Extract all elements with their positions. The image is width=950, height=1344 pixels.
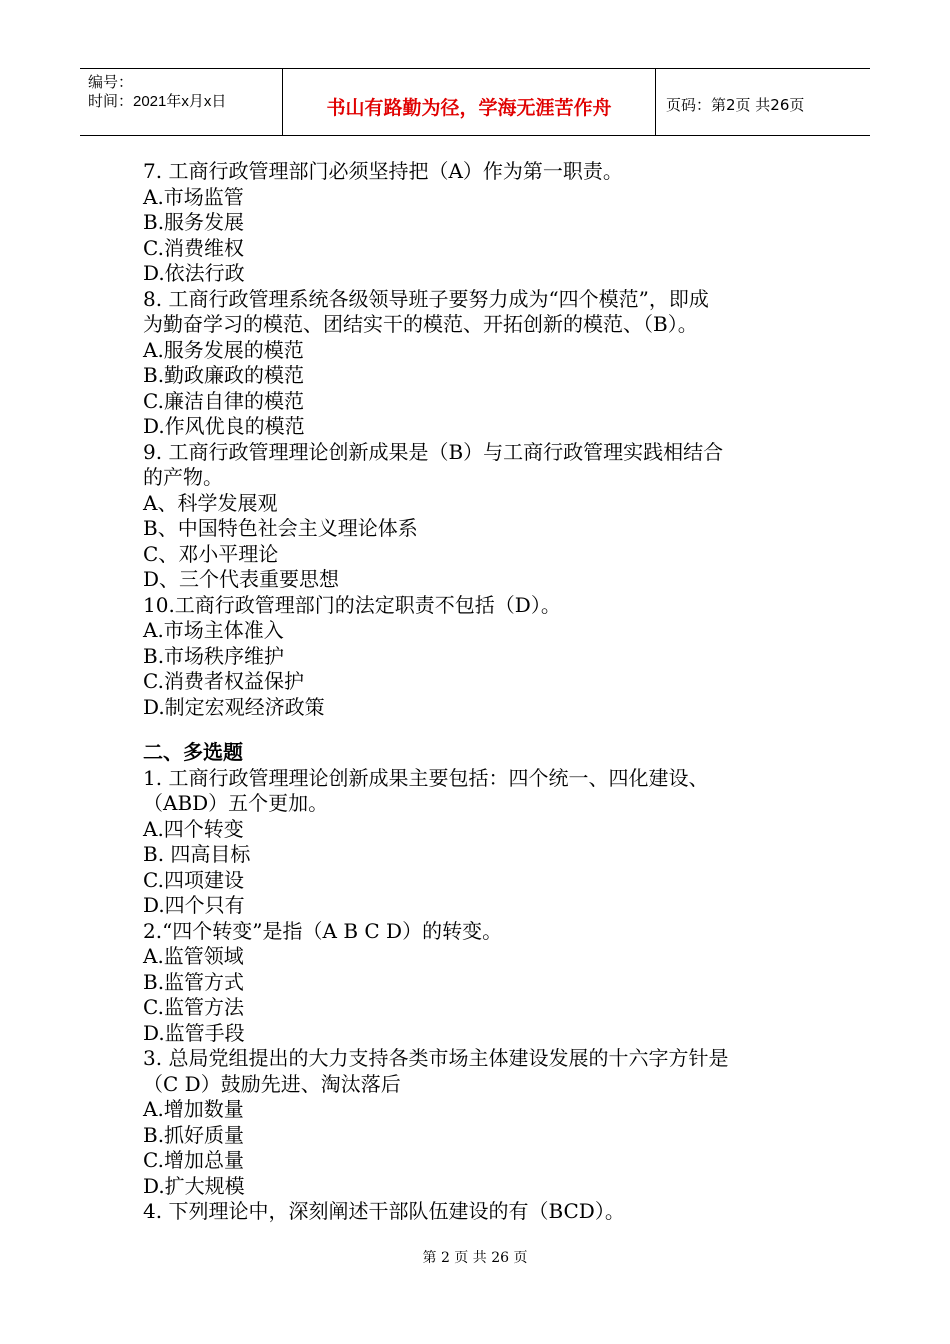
text-line: B.服务发展 <box>143 210 245 234</box>
header-left-cell <box>88 73 226 111</box>
text-line: 4. 下列理论中，深刻阐述干部队伍建设的有（BCD）。 <box>143 1199 625 1223</box>
text-line: 2.“四个转变”是指（A B C D）的转变。 <box>143 918 503 943</box>
text-line: 的产物。 <box>143 465 223 489</box>
text-line: C.四项建设 <box>143 867 244 892</box>
text-line: C.监管方法 <box>143 995 244 1019</box>
text-line: C.消费者权益保护 <box>143 669 304 693</box>
header-divider <box>655 69 656 135</box>
page-header <box>80 68 870 136</box>
page-footer: 第 2 页 共 26 页 <box>422 1250 528 1266</box>
text-line: C、邓小平理论 <box>143 541 279 566</box>
text-line: A、科学发展观 <box>143 490 278 515</box>
text-line: （C D）鼓励先进、淘汰落后 <box>143 1071 401 1096</box>
text-line: D.四个只有 <box>143 893 245 917</box>
text-line: D.制定宏观经济政策 <box>143 694 325 719</box>
text-line: C.消费维权 <box>143 235 244 260</box>
text-line: 9. 工商行政管理理论创新成果是（B）与工商行政管理实践相结合 <box>143 439 724 464</box>
text-line: 3. 总局党组提出的大力支持各类市场主体建设发展的十六字方针是 <box>143 1046 729 1070</box>
single-choice-questions <box>143 159 823 720</box>
text-line: A.监管领域 <box>143 944 244 968</box>
text-line: 7. 工商行政管理部门必须坚持把（A）作为第一职责。 <box>143 159 623 183</box>
text-line: 为勤奋学习的模范、团结实干的模范、开拓创新的模范、（B）。 <box>143 312 698 336</box>
text-line: B.抓好质量 <box>143 1122 245 1147</box>
text-line: C.增加总量 <box>143 1148 244 1172</box>
text-line: A.市场监管 <box>143 184 244 209</box>
text-line: B.监管方式 <box>143 969 245 994</box>
header-page-info: 页码：第2页 共26页 <box>666 96 805 114</box>
code-label: 编号： <box>88 74 134 91</box>
document-body <box>143 159 823 1225</box>
text-line: D.扩大规模 <box>143 1173 245 1198</box>
section-heading: 二、多选题 <box>143 740 243 764</box>
text-line: C.廉洁自律的模范 <box>143 388 304 413</box>
text-line: A.市场主体准入 <box>143 618 284 642</box>
text-line: B、中国特色社会主义理论体系 <box>143 516 418 540</box>
text-line: A.四个转变 <box>143 816 244 841</box>
multiple-choice-questions <box>143 766 823 1225</box>
text-line: D.监管手段 <box>143 1020 245 1045</box>
text-line: 10.工商行政管理部门的法定职责不包括（D）。 <box>143 592 561 617</box>
text-line: 1. 工商行政管理理论创新成果主要包括：四个统一、四化建设、 <box>143 765 709 790</box>
text-line: 8. 工商行政管理系统各级领导班子要努力成为“四个模范”，即成 <box>143 286 709 311</box>
text-line: B.市场秩序维护 <box>143 643 285 668</box>
text-line: D、三个代表重要思想 <box>143 567 340 591</box>
text-line: D.作风优良的模范 <box>143 414 305 438</box>
header-divider <box>282 69 283 135</box>
text-line: A.增加数量 <box>143 1097 244 1121</box>
header-motto: 书山有路勤为径，学海无涯苦作舟 <box>326 97 612 119</box>
text-line: （ABD）五个更加。 <box>143 791 329 815</box>
text-line: B. 四高目标 <box>143 842 251 866</box>
text-line: A.服务发展的模范 <box>143 337 304 362</box>
text-line: B.勤政廉政的模范 <box>143 363 305 387</box>
text-line: D.依法行政 <box>143 261 245 285</box>
time-label: 时间：2021年x月x日 <box>88 93 227 110</box>
